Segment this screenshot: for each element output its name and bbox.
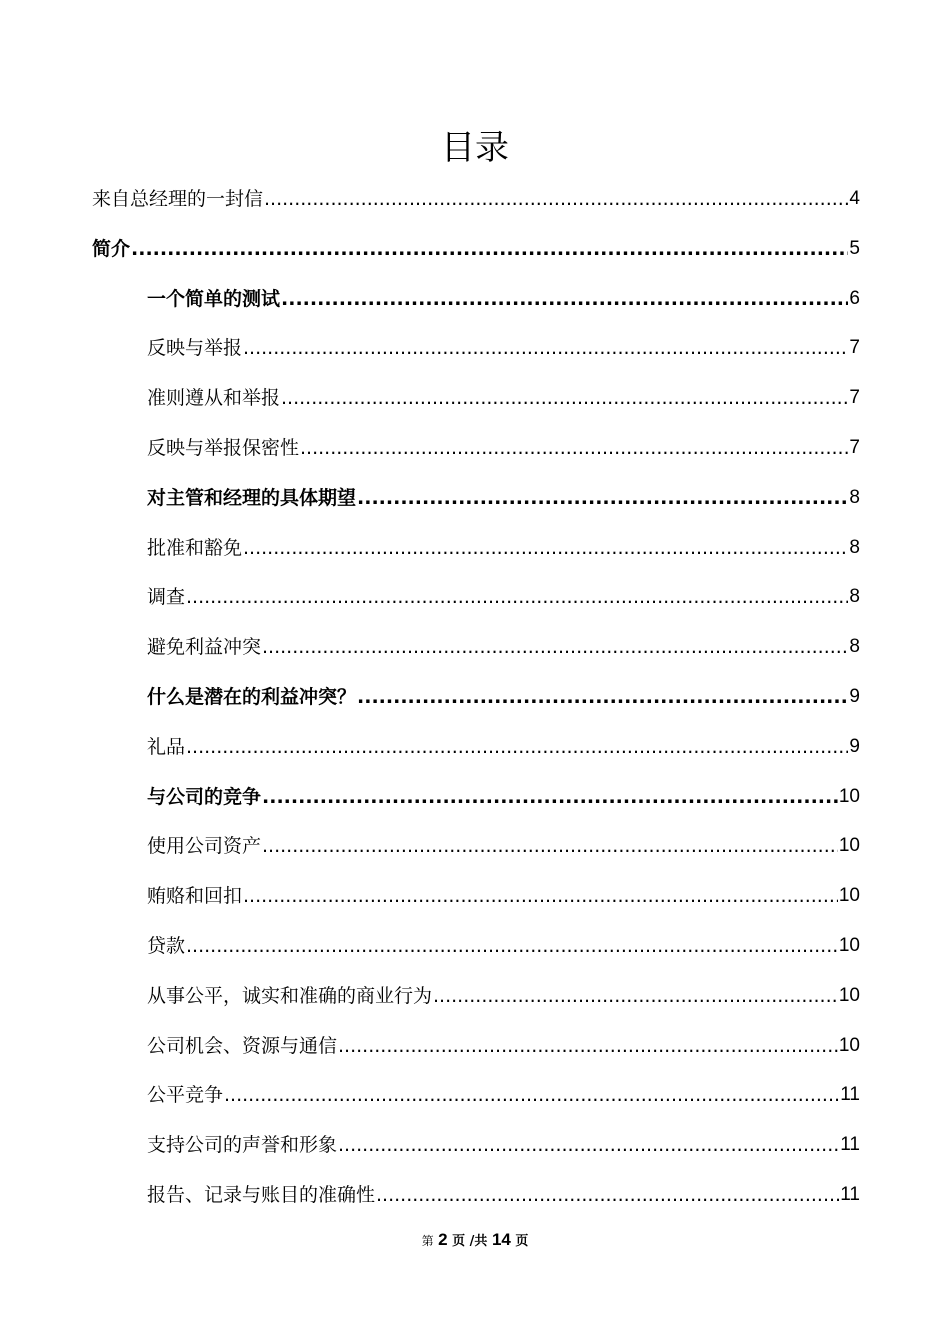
toc-entry-page-number[interactable]: 7	[849, 387, 860, 409]
toc-entry[interactable]	[147, 374, 860, 422]
toc-entry-title[interactable]: 从事公平，诚实和准确的商业行为	[147, 984, 433, 1007]
toc-dot-leader	[131, 225, 848, 273]
toc-dot-leader	[224, 1071, 839, 1119]
toc-entry-page-number[interactable]: 10	[838, 885, 860, 907]
toc-entry-page-number[interactable]: 10	[838, 935, 860, 956]
toc-dot-leader	[281, 374, 848, 422]
page-footer	[0, 1227, 950, 1255]
toc-entry-title[interactable]: 支持公司的声誉和形象	[147, 1134, 338, 1157]
toc-entry[interactable]	[147, 1022, 860, 1070]
toc-dot-leader	[186, 922, 838, 970]
toc-dot-leader	[264, 175, 848, 223]
toc-entry[interactable]	[147, 673, 860, 721]
toc-entry-page-number[interactable]: 11	[840, 1084, 860, 1106]
toc-entry-title[interactable]: 公司机会、资源与通信	[147, 1034, 338, 1057]
footer-total-pages: 14	[491, 1230, 511, 1249]
footer-mid: 页 /共	[452, 1234, 488, 1249]
toc-dot-leader	[243, 872, 838, 920]
toc-entry-title[interactable]: 避免利益冲突	[147, 636, 262, 659]
toc-dot-leader	[357, 673, 848, 721]
toc-entry[interactable]	[147, 922, 860, 970]
toc-entry-page-number[interactable]: 4	[849, 188, 860, 209]
toc-dot-leader	[376, 1171, 839, 1219]
toc-entry-title[interactable]: 贿赂和回扣	[147, 885, 243, 908]
toc-dot-leader	[186, 573, 848, 621]
toc-dot-leader	[281, 275, 848, 323]
toc-entry-title[interactable]: 简介	[92, 237, 131, 260]
toc-entry[interactable]	[147, 275, 860, 323]
toc-entry-page-number[interactable]: 6	[849, 287, 860, 309]
toc-entry[interactable]	[92, 225, 860, 273]
toc-dot-leader	[243, 524, 848, 572]
toc-entry[interactable]	[147, 822, 860, 870]
toc-dot-leader	[300, 424, 848, 472]
toc-entry-title[interactable]: 礼品	[147, 735, 186, 758]
toc-dot-leader	[338, 1121, 839, 1169]
toc-entry-title[interactable]: 来自总经理的一封信	[92, 188, 264, 210]
toc-dot-leader	[357, 474, 848, 522]
footer-current-page: 2	[438, 1230, 448, 1249]
toc-entry-page-number[interactable]: 10	[838, 984, 860, 1006]
toc-dot-leader	[262, 623, 848, 671]
toc-entry-page-number[interactable]: 9	[849, 735, 860, 757]
toc-entry[interactable]	[147, 324, 860, 372]
toc-dot-leader	[262, 822, 838, 870]
toc-entry[interactable]	[92, 175, 860, 223]
footer-suffix: 页	[515, 1234, 529, 1249]
toc-entry[interactable]	[147, 972, 860, 1020]
toc-entry-title[interactable]: 什么是潜在的利益冲突？	[147, 686, 357, 708]
toc-dot-leader	[186, 723, 848, 771]
toc-entry-title[interactable]: 使用公司资产	[147, 835, 262, 858]
toc-entry[interactable]	[147, 872, 860, 920]
toc-entry[interactable]	[147, 524, 860, 572]
toc-entry-page-number[interactable]: 7	[849, 337, 860, 359]
toc-entry-title[interactable]: 与公司的竞争	[147, 785, 262, 808]
toc-entry-page-number[interactable]: 10	[838, 1034, 860, 1056]
toc-entry-title[interactable]: 反映与举报	[147, 337, 243, 360]
toc-entry-title[interactable]: 准则遵从和举报	[147, 387, 281, 410]
toc-entry[interactable]	[147, 573, 860, 621]
toc-entry-title[interactable]: 一个简单的测试	[147, 287, 281, 310]
toc-dot-leader	[338, 1022, 838, 1070]
toc-entry[interactable]	[147, 623, 860, 671]
toc-entry-page-number[interactable]: 8	[849, 586, 860, 608]
page-title: 目录	[441, 128, 509, 168]
toc-entry-page-number[interactable]: 10	[838, 785, 860, 807]
toc-entry-title[interactable]: 调查	[147, 586, 186, 609]
toc-entry-page-number[interactable]: 7	[849, 437, 860, 458]
toc-dot-leader	[243, 324, 848, 372]
toc-entry[interactable]	[147, 723, 860, 771]
toc-entry[interactable]	[147, 474, 860, 522]
toc-entry[interactable]	[147, 1121, 860, 1169]
toc-entry-title[interactable]: 贷款	[147, 935, 186, 957]
toc-entry-page-number[interactable]: 8	[849, 636, 860, 658]
toc-entry-title[interactable]: 报告、记录与账目的准确性	[147, 1184, 376, 1206]
footer-prefix: 第	[421, 1234, 434, 1248]
toc-entry-page-number[interactable]: 11	[840, 1134, 860, 1156]
toc-entry-page-number[interactable]: 8	[849, 536, 860, 558]
toc-entry[interactable]	[147, 1071, 860, 1119]
toc-dot-leader	[262, 773, 838, 821]
toc-entry-title[interactable]: 公平竞争	[147, 1084, 224, 1107]
toc-dot-leader	[433, 972, 838, 1020]
toc-entry-page-number[interactable]: 9	[849, 686, 860, 707]
toc-entry[interactable]	[147, 1171, 860, 1219]
toc-entry-title[interactable]: 批准和豁免	[147, 536, 243, 559]
toc-entry[interactable]	[147, 773, 860, 821]
toc-entry-page-number[interactable]: 11	[840, 1184, 860, 1205]
toc-entry-title[interactable]: 对主管和经理的具体期望	[147, 486, 357, 509]
toc-entry-title[interactable]: 反映与举报保密性	[147, 437, 300, 459]
toc-entry-page-number[interactable]: 10	[838, 835, 860, 857]
toc-entry-page-number[interactable]: 5	[849, 237, 860, 259]
toc-entry-page-number[interactable]: 8	[849, 486, 860, 508]
toc-entry[interactable]	[147, 424, 860, 472]
